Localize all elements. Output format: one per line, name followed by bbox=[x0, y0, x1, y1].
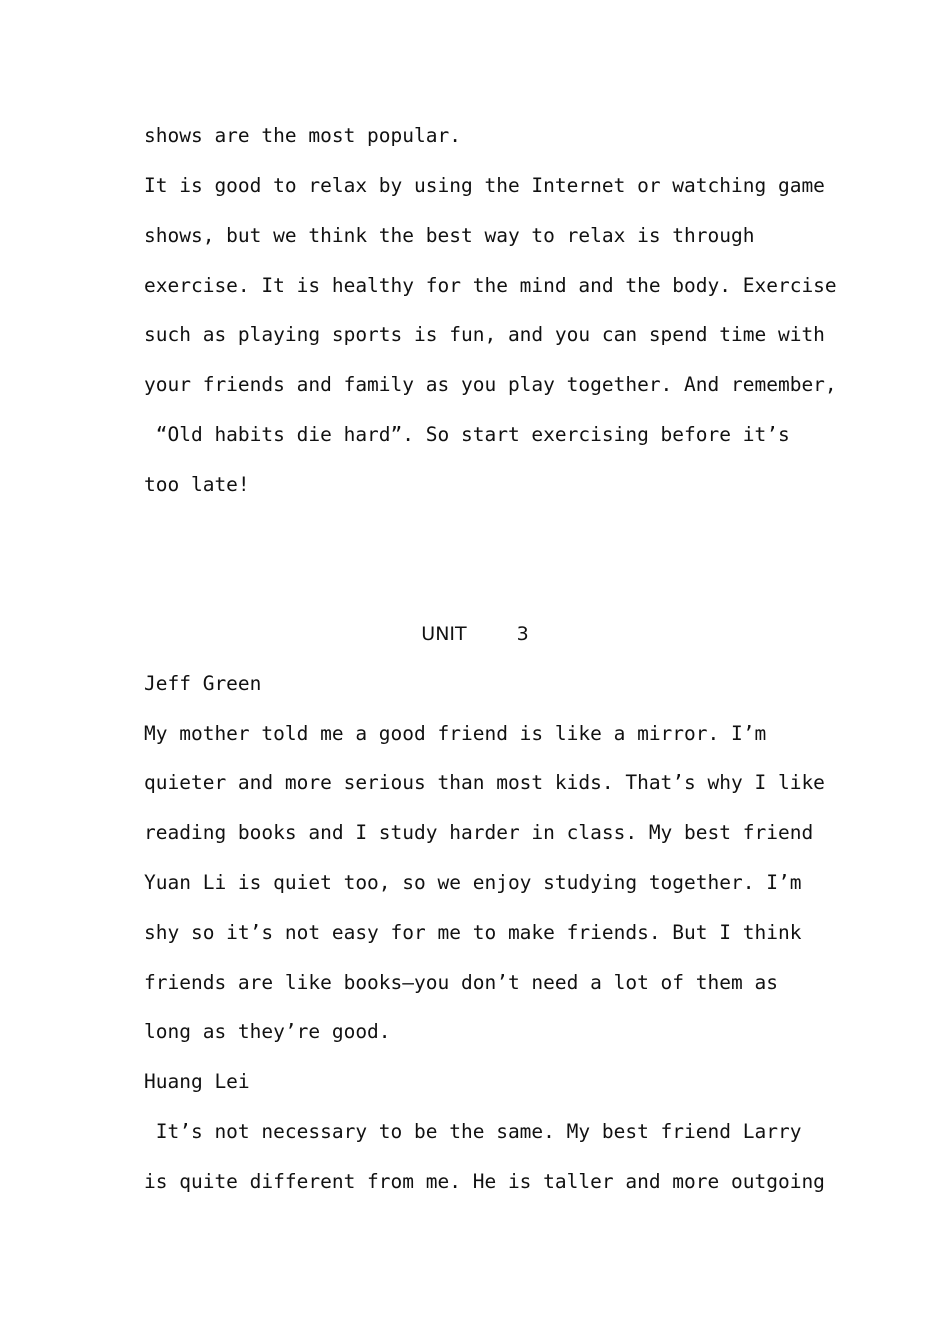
text-line: such as playing sports is fun, and you can spend time with bbox=[144, 323, 825, 346]
text-line: reading books and I study harder in class. My best friend bbox=[144, 821, 814, 844]
text-line: shows are the most popular. bbox=[144, 124, 461, 147]
unit-number: 3 bbox=[516, 623, 529, 645]
text-line: too late! bbox=[144, 473, 250, 496]
text-line: is quite different from me. He is taller and more outgoing bbox=[144, 1170, 825, 1193]
text-line: It is good to relax by using the Internet or watching game bbox=[144, 174, 825, 197]
text-line: your friends and family as you play together. And remember, bbox=[144, 373, 837, 396]
text-line: quieter and more serious than most kids. That’s why I like bbox=[144, 771, 825, 794]
text-line: shows, but we think the best way to relax is through bbox=[144, 224, 755, 247]
text-line: My mother told me a good friend is like a mirror. I’m bbox=[144, 722, 767, 745]
text-line: exercise. It is healthy for the mind and the body. Exercise bbox=[144, 274, 837, 297]
speaker-name: Huang Lei bbox=[144, 1070, 250, 1093]
unit-heading bbox=[0, 622, 950, 646]
text-line: long as they’re good. bbox=[144, 1020, 391, 1043]
text-line: friends are like books—you don’t need a lot of them as bbox=[144, 971, 778, 994]
text-line: Yuan Li is quiet too, so we enjoy studying together. I’m bbox=[144, 871, 802, 894]
unit-label: UNIT bbox=[421, 623, 467, 645]
text-line: It’s not necessary to be the same. My best friend Larry bbox=[144, 1120, 802, 1143]
text-line: shy so it’s not easy for me to make friends. But I think bbox=[144, 921, 802, 944]
text-line: “Old habits die hard”. So start exercising before it’s bbox=[144, 423, 790, 446]
speaker-name: Jeff Green bbox=[144, 672, 262, 695]
